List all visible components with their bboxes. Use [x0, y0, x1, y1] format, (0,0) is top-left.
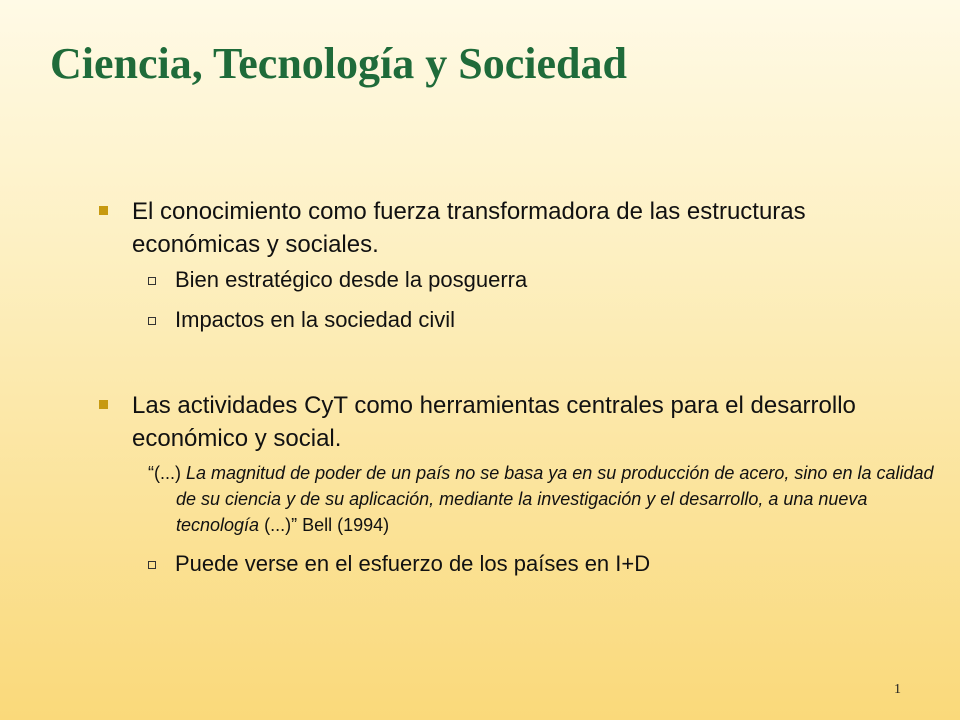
bullet-text: Las actividades CyT como herramientas centrales para el desarrollo económico y social.	[132, 392, 856, 452]
sub-bullet-item	[175, 550, 915, 578]
sub-bullet-item	[175, 266, 915, 294]
bullet-item	[132, 195, 932, 261]
sub-bullet-text: Bien estratégico desde la posguerra	[175, 267, 528, 292]
square-bullet-icon	[99, 400, 108, 409]
quote-close: (...)” Bell (1994)	[259, 515, 390, 535]
quote-body: La magnitud de poder de un país no se basa ya en su producción de acero, sino en la calidad de su ciencia y de su aplicación, mediante la investigación y el desarrollo, a una nueva tecnología	[176, 463, 934, 535]
bell-quote	[148, 460, 936, 538]
hollow-square-bullet-icon	[148, 277, 156, 285]
sub-bullet-text: Puede verse en el esfuerzo de los países en I+D	[175, 551, 651, 576]
bullet-text: El conocimiento como fuerza transformadora de las estructuras económicas y sociales.	[132, 198, 806, 258]
square-bullet-icon	[99, 206, 108, 215]
slide-title: Ciencia, Tecnología y Sociedad	[50, 39, 627, 88]
hollow-square-bullet-icon	[148, 561, 156, 569]
hollow-square-bullet-icon	[148, 317, 156, 325]
quote-open: “(...)	[148, 463, 186, 483]
page-number: 1	[894, 682, 901, 697]
sub-bullet-text: Impactos en la sociedad civil	[175, 307, 456, 332]
sub-bullet-item	[175, 306, 915, 334]
bullet-item	[132, 389, 932, 455]
